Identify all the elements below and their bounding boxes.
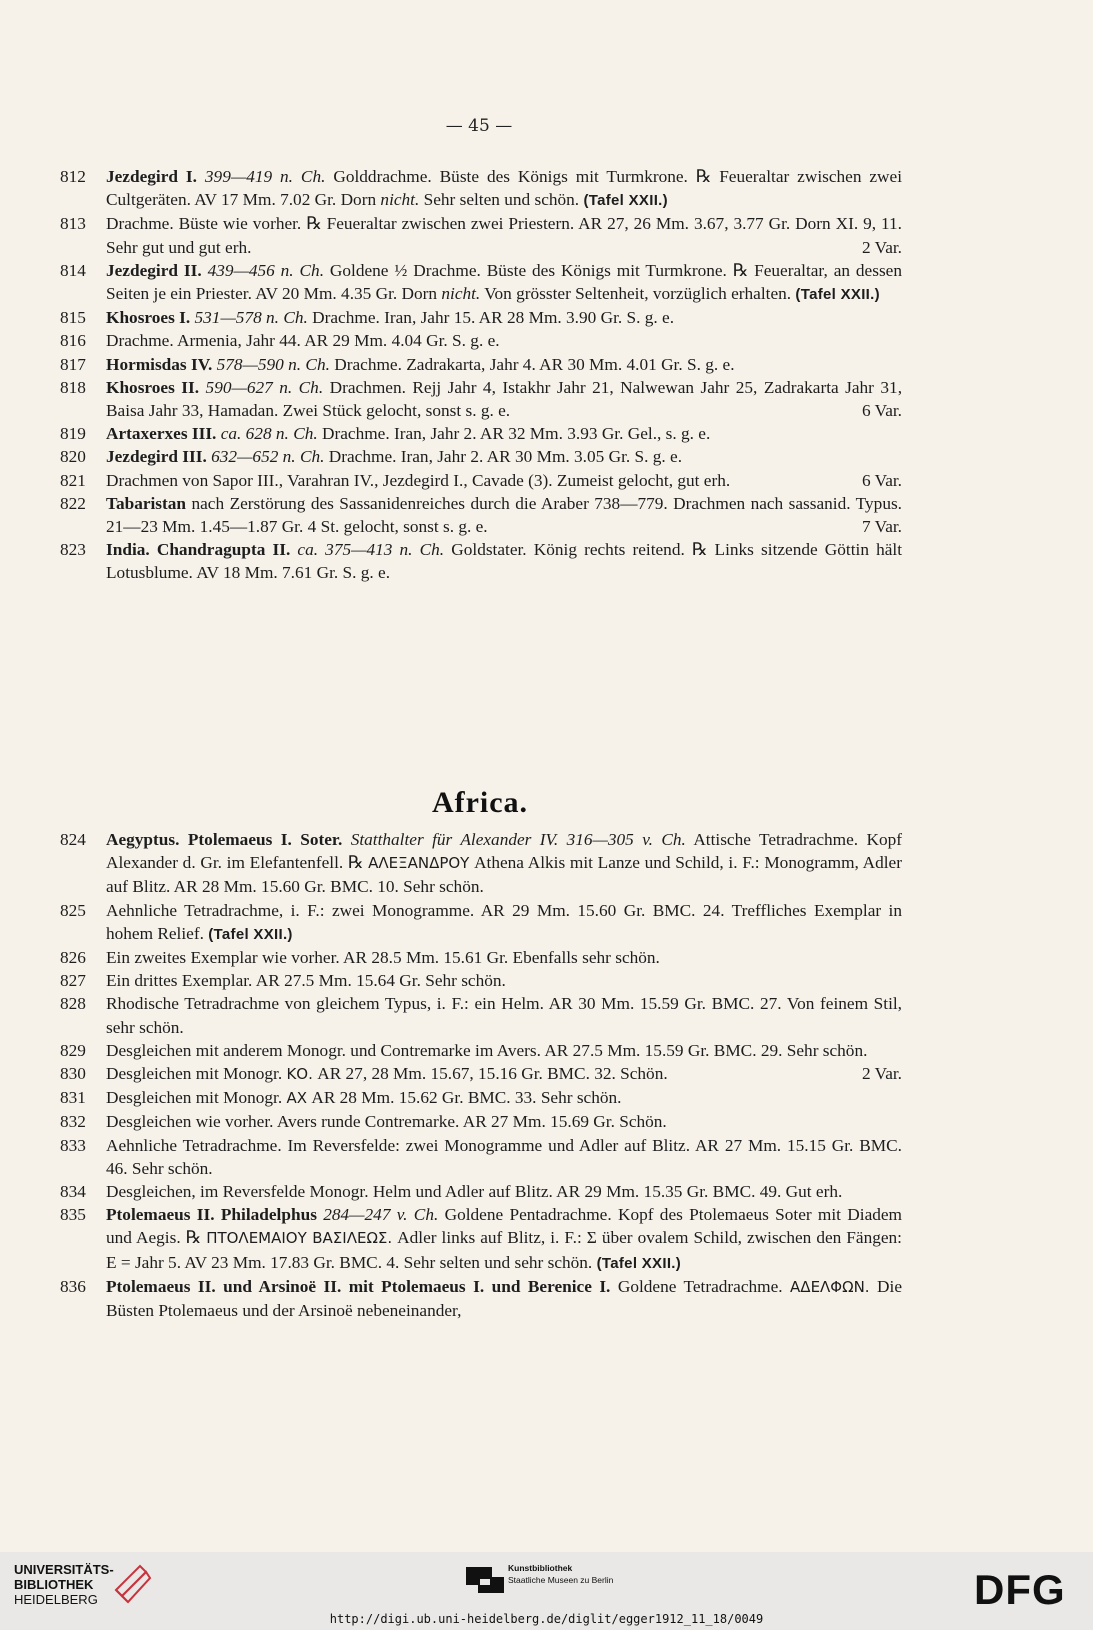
entry-plate-ref: (Tafel XXII.) <box>208 925 293 943</box>
entry-greek-legend: ΠΤΟΛΕΜΑΙΟΥ ΒΑΣΙΛΕΩΣ. <box>206 1229 393 1248</box>
entry-body <box>106 1062 902 1086</box>
catalogue-entry <box>60 306 902 329</box>
entry-number: 817 <box>60 354 86 374</box>
entry-date: 531—578 n. Ch. <box>194 308 308 328</box>
section-heading-africa: Africa. <box>431 786 529 819</box>
entry-greek-legend: ΑΛΕΞΑΝΔΡΟΥ <box>368 854 470 873</box>
entry-body <box>106 946 902 969</box>
kunstbibliothek-logo-icon <box>466 1567 504 1593</box>
entry-description-cont: Athena Alkis mit Lanze und Schild, i. F.: Monogramm, Adler auf Blitz. AR 28 Mm. 15.60 Gr. BMC. 10. Sehr schön. <box>106 853 902 897</box>
entry-body <box>106 538 902 584</box>
entry-number: 814 <box>60 260 86 280</box>
entry-body <box>106 353 902 376</box>
catalogue-entry <box>60 376 902 422</box>
entry-number: 835 <box>60 1205 86 1225</box>
catalogue-entry <box>60 1275 902 1322</box>
catalogue-entry <box>60 1203 902 1275</box>
entry-body <box>106 1039 902 1062</box>
entry-description: Attische Tetradrachme. Kopf Alexander d. Gr. im Elefantenfell. ℞ <box>106 830 902 873</box>
catalogue-entry <box>60 1134 902 1180</box>
entry-ruler-name: India. Chandragupta II. <box>106 540 291 560</box>
catalogue-entry <box>60 329 902 352</box>
entry-number: 836 <box>60 1276 86 1296</box>
entry-variant-count: 2 Var. <box>861 237 902 257</box>
entry-date: 578—590 n. Ch. <box>216 354 330 374</box>
entry-body <box>106 1086 902 1110</box>
entry-description-cont: Die Büsten Ptolemaeus und der Arsinoë nebeneinander, <box>106 1276 902 1321</box>
ub-heidelberg-label[interactable] <box>14 1562 114 1607</box>
entry-number: 827 <box>60 971 86 991</box>
entry-description-cont: Adler links auf Blitz, i. F.: Σ über ovalem Schild, zwischen den Fängen: Ε = Jahr 5. AV 23 Mm. 17.83 Gr. BMC. 4. Sehr selten und sehr schön. <box>106 1228 902 1272</box>
ub-line-1: UNIVERSITÄTS- <box>14 1562 114 1577</box>
entry-date: 284—247 v. Ch. <box>323 1205 439 1225</box>
entry-number: 815 <box>60 308 86 328</box>
entry-variant-count: 6 Var. <box>861 401 902 421</box>
entry-greek-legend: ΑΧ <box>286 1089 308 1108</box>
entry-variant-count: 2 Var. <box>861 1064 902 1084</box>
entry-italic-note: nicht. <box>441 284 481 304</box>
entry-description: Desgleichen mit Monogr. <box>106 1064 287 1084</box>
catalogue-entry <box>60 1062 902 1086</box>
entry-body <box>106 492 902 538</box>
entry-body <box>106 1203 902 1275</box>
entry-plate-ref: (Tafel XXII.) <box>596 1254 682 1272</box>
entry-ruler-name: Hormisdas IV. <box>106 354 213 374</box>
entry-body <box>106 1275 902 1322</box>
entry-greek-legend: ΚΟ. <box>286 1065 313 1084</box>
entry-body <box>106 329 902 352</box>
entry-number: 822 <box>60 493 86 513</box>
entry-description: Goldene ½ Drachme. Büste des Königs mit Turmkrone. ℞ Feueraltar, an dessen Seiten je ein Priester. AV 20 Mm. 4.35 Gr. Dorn <box>106 260 902 304</box>
entry-description: Desgleichen wie vorher. Avers runde Contremarke. AR 27 Mm. 15.69 Gr. Schön. <box>106 1112 667 1132</box>
entry-greek-legend: ΑΔΕΛΦΩΝ. <box>790 1277 870 1296</box>
entry-plate-ref: (Tafel XXII.) <box>583 192 668 210</box>
entry-number: 830 <box>60 1064 86 1084</box>
entry-date: 399—419 n. Ch. <box>204 167 326 186</box>
entry-description: Drachme. Iran, Jahr 15. AR 28 Mm. 3.90 Gr. S. g. e. <box>312 308 675 328</box>
entry-body <box>106 969 902 992</box>
catalogue-entry <box>60 165 902 212</box>
entry-body <box>106 828 902 899</box>
catalogue-entry <box>60 946 902 969</box>
entry-ruler-name: Artaxerxes III. <box>106 424 217 444</box>
entry-date: 590—627 n. Ch. <box>205 377 324 397</box>
catalogue-entry <box>60 969 902 992</box>
entry-description: Desgleichen mit anderem Monogr. und Contremarke im Avers. AR 27.5 Mm. 15.59 Gr. BMC. 29. Sehr schön. <box>106 1040 868 1060</box>
entry-description: Ein drittes Exemplar. AR 27.5 Mm. 15.64 Gr. Sehr schön. <box>106 971 506 991</box>
entry-number: 824 <box>60 830 86 849</box>
entry-number: 820 <box>60 447 86 467</box>
entry-body <box>106 306 902 329</box>
entry-description: Golddrachme. Büste des Königs mit Turmkrone. ℞ Feueraltar zwischen zwei Cultgeräten. AV 17 Mm. 7.02 Gr. Dorn <box>106 167 903 210</box>
entry-description: Drachme. Büste wie vorher. ℞ Feueraltar zwischen zwei Priestern. AR 27, 26 Mm. 3.67, 3.77 Gr. Dorn XI. 9, 11. Sehr gut und gut erh. <box>106 214 902 257</box>
entry-body <box>106 469 902 492</box>
entry-description: Goldene Tetradrachme. <box>617 1276 791 1296</box>
entry-number: 812 <box>60 167 86 186</box>
catalogue-entry <box>60 259 902 306</box>
entry-date: 632—652 n. Ch. <box>211 447 325 467</box>
entry-number: 813 <box>60 214 86 234</box>
entry-number: 818 <box>60 377 86 397</box>
entry-ruler-name: Jezdegird I. <box>106 167 197 186</box>
entry-number: 821 <box>60 470 86 490</box>
entry-number: 829 <box>60 1040 86 1060</box>
entry-description: Drachme. Iran, Jahr 2. AR 32 Mm. 3.93 Gr. Gel., s. g. e. <box>322 424 711 444</box>
entry-ruler-name: Khosroes I. <box>106 308 191 328</box>
entry-body <box>106 445 902 468</box>
catalogue-entry <box>60 1039 902 1062</box>
entry-description: Aehnliche Tetradrachme, i. F.: zwei Monogramme. AR 29 Mm. 15.60 Gr. BMC. 24. Treffliches Exemplar in hohem Relief. <box>106 900 902 943</box>
kb-line-2: Staatliche Museen zu Berlin <box>508 1575 614 1585</box>
entry-description: Drachme. Armenia, Jahr 44. AR 29 Mm. 4.04 Gr. S. g. e. <box>106 331 500 351</box>
entry-ruler-name: Jezdegird III. <box>106 447 207 467</box>
entry-description: Desgleichen mit Monogr. <box>106 1088 287 1108</box>
entry-ruler-name: Tabaristan <box>106 493 187 513</box>
entry-number: 826 <box>60 948 86 968</box>
entry-description: Ein zweites Exemplar wie vorher. AR 28.5 Mm. 15.61 Gr. Ebenfalls sehr schön. <box>106 948 660 968</box>
entry-number: 816 <box>60 331 86 351</box>
entry-body <box>106 1180 902 1203</box>
page-number: — 45 — <box>445 116 513 136</box>
catalogue-entry <box>60 492 902 538</box>
entry-number: 823 <box>60 540 86 560</box>
entry-ruler-name: Ptolemaeus II. und Arsinoë II. mit Ptolemaeus I. und Berenice I. <box>106 1276 611 1296</box>
entry-body <box>106 422 902 445</box>
entry-description: Drachme. Iran, Jahr 2. AR 30 Mm. 3.05 Gr. S. g. e. <box>328 447 683 467</box>
entry-ruler-name: Aegyptus. Ptolemaeus I. Soter. <box>106 830 343 849</box>
entry-number: 828 <box>60 994 86 1014</box>
entry-ruler-name: Jezdegird II. <box>106 260 202 280</box>
entry-body <box>106 992 902 1038</box>
entry-variant-count: 7 Var. <box>861 517 902 537</box>
catalogue-entry <box>60 212 902 258</box>
entry-date: ca. 628 n. Ch. <box>220 424 318 444</box>
entry-body <box>106 165 902 212</box>
catalogue-entry <box>60 1110 902 1133</box>
catalogue-entry <box>60 538 902 584</box>
entry-description: Drachme. Zadrakarta, Jahr 4. AR 30 Mm. 4.01 Gr. S. g. e. <box>334 354 735 374</box>
catalogue-entry <box>60 422 902 445</box>
entry-number: 832 <box>60 1112 86 1132</box>
entry-date: Statthalter für Alexander IV. 316—305 v. Ch. <box>350 830 686 849</box>
entry-description: Drachmen von Sapor III., Varahran IV., Jezdegird I., Cavade (3). Zumeist gelocht, gut erh. <box>106 470 731 490</box>
dfg-logo[interactable]: DFG <box>974 1566 1066 1613</box>
entry-description-cont: AR 27, 28 Mm. 15.67, 15.16 Gr. BMC. 32. Schön. <box>312 1064 668 1084</box>
entry-ruler-name: Ptolemaeus II. Philadelphus <box>106 1205 317 1225</box>
catalogue-list-africa <box>60 828 902 1322</box>
entry-description-cont: AR 28 Mm. 15.62 Gr. BMC. 33. Sehr schön. <box>307 1088 622 1108</box>
entry-body <box>106 376 902 422</box>
entry-body <box>106 259 902 306</box>
ub-line-3: HEIDELBERG <box>14 1592 98 1607</box>
entry-description: Aehnliche Tetradrachme. Im Reversfelde: zwei Monogramme und Adler auf Blitz. AR 27 Mm. 15.15 Gr. BMC. 46. Sehr schön. <box>106 1135 902 1178</box>
entry-description: nach Zerstörung des Sassanidenreiches durch die Araber 738—779. Drachmen nach sassanid. Typus. 21—23 Mm. 1.45—1.87 Gr. 4 St. gelocht, sonst s. g. e. <box>106 493 902 537</box>
entry-number: 831 <box>60 1088 86 1108</box>
catalogue-entry <box>60 1180 902 1203</box>
entry-description: Desgleichen, im Reversfelde Monogr. Helm und Adler auf Blitz. AR 29 Mm. 15.35 Gr. BMC. 49. Gut erh. <box>106 1182 843 1202</box>
ub-line-2: BIBLIOTHEK <box>14 1577 94 1592</box>
catalogue-entry <box>60 992 902 1038</box>
entry-body <box>106 1110 902 1133</box>
permalink-url[interactable]: http://digi.ub.uni-heidelberg.de/diglit/egger1912_11_18/0049 <box>329 1612 764 1626</box>
entry-italic-note: nicht. <box>380 190 420 210</box>
kb-line-1: Kunstbibliothek <box>508 1563 573 1573</box>
entry-number: 833 <box>60 1135 86 1155</box>
entry-number: 825 <box>60 900 86 920</box>
catalogue-entry <box>60 899 902 946</box>
entry-body <box>106 1134 902 1180</box>
entry-number: 819 <box>60 424 86 444</box>
entry-description: Goldene Pentadrachme. Kopf des Ptolemaeus Soter mit Diadem und Aegis. ℞ <box>106 1205 902 1248</box>
entry-description: Goldstater. König rechts reitend. ℞ Links sitzende Göttin hält Lotusblume. AV 18 Mm. 7.61 Gr. S. g. e. <box>106 540 903 583</box>
ub-heidelberg-logo-icon <box>112 1560 152 1606</box>
catalogue-entry <box>60 469 902 492</box>
entry-description: Rhodische Tetradrachme von gleichem Typus, i. F.: ein Helm. AR 30 Mm. 15.59 Gr. BMC. 27. Von feinem Stil, sehr schön. <box>106 994 902 1037</box>
entry-ruler-name: Khosroes II. <box>106 377 200 397</box>
entry-body <box>106 899 902 946</box>
entry-body <box>106 212 902 258</box>
entry-date: 439—456 n. Ch. <box>207 260 325 280</box>
catalogue-entry <box>60 828 902 899</box>
catalogue-entry <box>60 445 902 468</box>
entry-plate-ref: (Tafel XXII.) <box>795 286 880 304</box>
entry-date: ca. 375—413 n. Ch. <box>297 540 445 560</box>
entry-description-cont: Von grösster Seltenheit, vorzüglich erhalten. <box>480 284 792 304</box>
footer-bar <box>0 1552 1093 1630</box>
catalogue-entry <box>60 1086 902 1110</box>
catalogue-list-asia <box>60 165 902 585</box>
entry-description-cont: Sehr selten und schön. <box>419 190 580 210</box>
kunstbibliothek-label[interactable] <box>508 1562 613 1586</box>
catalogue-entry <box>60 353 902 376</box>
entry-description: Drachmen. Rejj Jahr 4, Istakhr Jahr 21, Nalwewan Jahr 25, Zadrakarta Jahr 31, Baisa Jahr 33, Hamadan. Zwei Stück gelocht, sonst s. g. e. <box>106 377 903 421</box>
entry-number: 834 <box>60 1182 86 1202</box>
entry-variant-count: 6 Var. <box>861 470 902 490</box>
